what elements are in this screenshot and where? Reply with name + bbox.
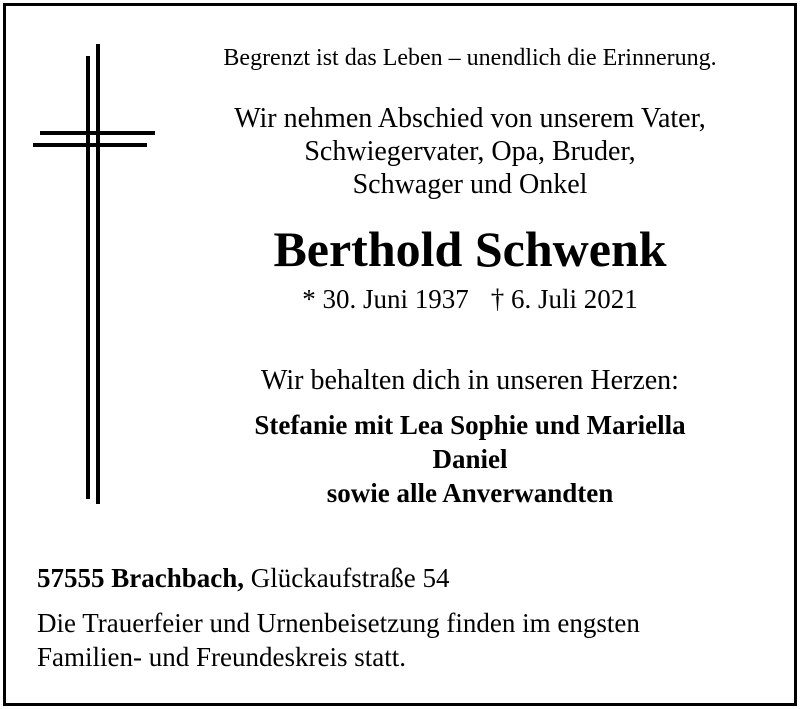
keep-in-heart-text: Wir behalten dich in unseren Herzen: bbox=[261, 365, 679, 396]
intro-line: Schwiegervater, Opa, Bruder, bbox=[304, 136, 636, 167]
notice-line: Familien- und Freundeskreis statt. bbox=[37, 642, 406, 672]
mourner-line: Daniel bbox=[432, 444, 508, 474]
intro-line: Wir nehmen Abschied von unserem Vater, bbox=[234, 103, 706, 134]
deceased-name: Berthold Schwenk bbox=[273, 221, 667, 277]
address bbox=[37, 560, 449, 596]
mourner-line: sowie alle Anverwandten bbox=[326, 478, 614, 508]
intro-text bbox=[160, 102, 780, 201]
notice-line: Die Trauerfeier und Urnenbeisetzung finden im engsten bbox=[37, 608, 640, 638]
intro-line: Schwager und Onkel bbox=[352, 169, 588, 200]
mourners-list bbox=[160, 409, 780, 511]
death-date: † 6. Juli 2021 bbox=[490, 284, 638, 314]
life-dates bbox=[160, 281, 780, 317]
address-location: 57555 Brachbach, bbox=[37, 563, 245, 593]
birth-date: * 30. Juni 1937 bbox=[302, 284, 469, 314]
address-street: Glückaufstraße 54 bbox=[250, 563, 450, 593]
motto: Begrenzt ist das Leben – unendlich die Erinnerung. bbox=[223, 45, 717, 71]
mourner-line: Stefanie mit Lea Sophie und Mariella bbox=[254, 410, 686, 440]
funeral-notice bbox=[37, 606, 640, 674]
